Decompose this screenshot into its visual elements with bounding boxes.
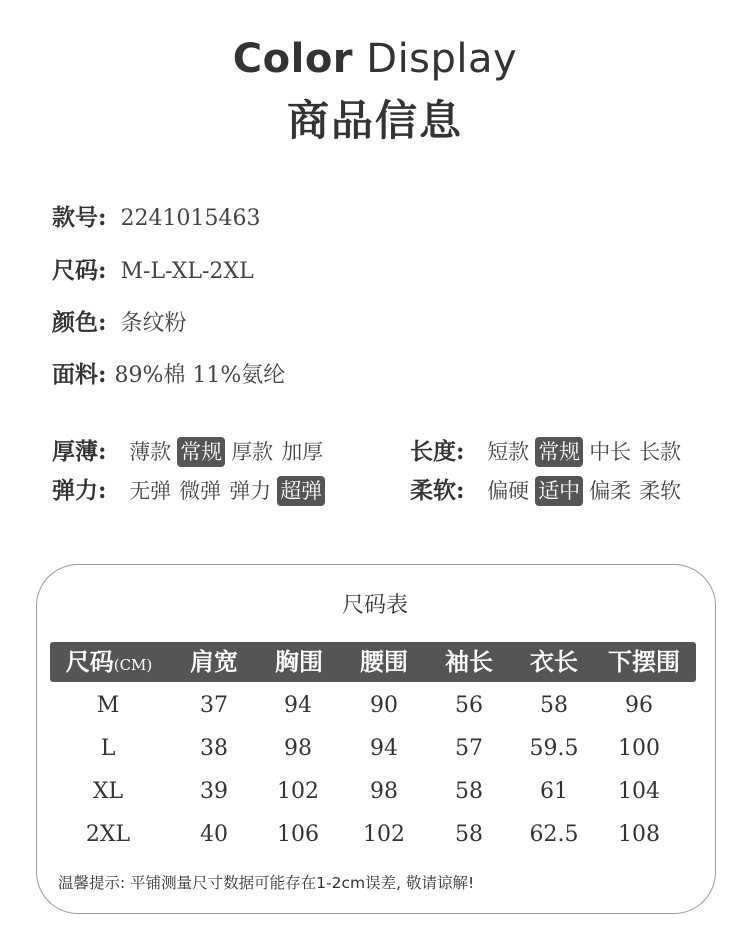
table-cell: 57 <box>455 736 483 761</box>
size-chart-note: 温馨提示: 平铺测量尺寸数据可能存在1-2cm误差, 敬请谅解! <box>58 874 475 892</box>
table-cell: 102 <box>277 779 319 804</box>
info-fabric <box>52 360 285 390</box>
attr-option: 偏硬 <box>487 479 530 503</box>
table-cell: 98 <box>284 736 312 761</box>
attr-option: 厚款 <box>231 440 274 464</box>
table-cell: 100 <box>618 736 660 761</box>
table-cell: 98 <box>370 779 398 804</box>
table-cell: 94 <box>370 736 398 761</box>
size-chart-title: 尺码表 <box>341 593 408 618</box>
info-value: 2241015463 <box>120 206 261 231</box>
table-cell: 58 <box>455 779 483 804</box>
attr-option: 偏柔 <box>589 479 632 503</box>
header-en-light: Display <box>353 36 518 82</box>
table-cell: 40 <box>200 822 228 847</box>
table-cell: 38 <box>200 736 228 761</box>
table-cell: 59.5 <box>529 736 579 761</box>
attr-label: 长度: <box>410 438 465 465</box>
table-cell: 108 <box>618 822 660 847</box>
attr-option: 常规 <box>177 437 225 467</box>
table-cell: 90 <box>370 693 398 718</box>
attr-option: 微弹 <box>179 479 222 503</box>
attr-label: 柔软: <box>410 477 465 504</box>
info-label: 颜色: <box>52 309 107 336</box>
table-cell: 62.5 <box>529 822 579 847</box>
table-cell: 58 <box>455 822 483 847</box>
table-cell: 106 <box>277 822 319 847</box>
attr-option: 柔软 <box>639 479 682 503</box>
header-english-title <box>0 36 750 82</box>
attr-option: 常规 <box>535 437 583 467</box>
attr-length <box>410 437 687 467</box>
header-en-bold: Color <box>232 36 354 82</box>
header-shoulder: 肩宽 <box>190 647 238 676</box>
attr-option: 中长 <box>589 440 632 464</box>
attr-option: 适中 <box>535 476 583 506</box>
header-size <box>52 642 166 682</box>
info-label: 款号: <box>52 204 107 231</box>
table-cell: 94 <box>284 693 312 718</box>
info-style-number <box>52 203 260 233</box>
header-hem: 下摆围 <box>608 647 680 676</box>
table-cell: 39 <box>200 779 228 804</box>
size-label-cell: 2XL <box>85 822 131 847</box>
attr-label: 厚薄: <box>52 438 107 465</box>
header-sleeve: 袖长 <box>445 647 493 676</box>
attr-option: 无弹 <box>129 479 172 503</box>
header-chest: 胸围 <box>275 647 323 676</box>
header-length: 衣长 <box>530 647 578 676</box>
header-unit: (CM) <box>113 656 153 674</box>
size-label-cell: M <box>96 693 120 718</box>
attr-label: 弹力: <box>52 477 107 504</box>
info-color <box>52 308 187 338</box>
attr-option: 短款 <box>487 440 530 464</box>
size-label-cell: L <box>100 736 116 761</box>
attr-option: 长款 <box>639 440 682 464</box>
info-sizes <box>52 256 254 286</box>
table-cell: 96 <box>625 693 653 718</box>
info-value: 89%棉 11%氨纶 <box>114 363 286 388</box>
header-chinese-title: 商品信息 <box>286 96 463 145</box>
header-waist: 腰围 <box>360 647 408 676</box>
table-cell: 56 <box>455 693 483 718</box>
attr-option: 加厚 <box>281 440 324 464</box>
info-value: M-L-XL-2XL <box>120 259 254 284</box>
table-cell: 61 <box>540 779 568 804</box>
table-cell: 58 <box>540 693 568 718</box>
attr-elasticity <box>52 476 329 506</box>
attr-thickness <box>52 437 329 467</box>
attr-option: 薄款 <box>129 440 172 464</box>
size-label-cell: XL <box>92 779 124 804</box>
table-cell: 104 <box>618 779 660 804</box>
info-label: 尺码: <box>52 257 107 284</box>
attr-softness <box>410 476 687 506</box>
info-label: 面料: <box>52 361 107 388</box>
header-size-label: 尺码 <box>65 647 114 676</box>
info-value: 条纹粉 <box>120 311 187 336</box>
table-cell: 37 <box>200 693 228 718</box>
attr-option: 超弹 <box>277 476 325 506</box>
attr-option: 弹力 <box>229 479 272 503</box>
table-cell: 102 <box>363 822 405 847</box>
